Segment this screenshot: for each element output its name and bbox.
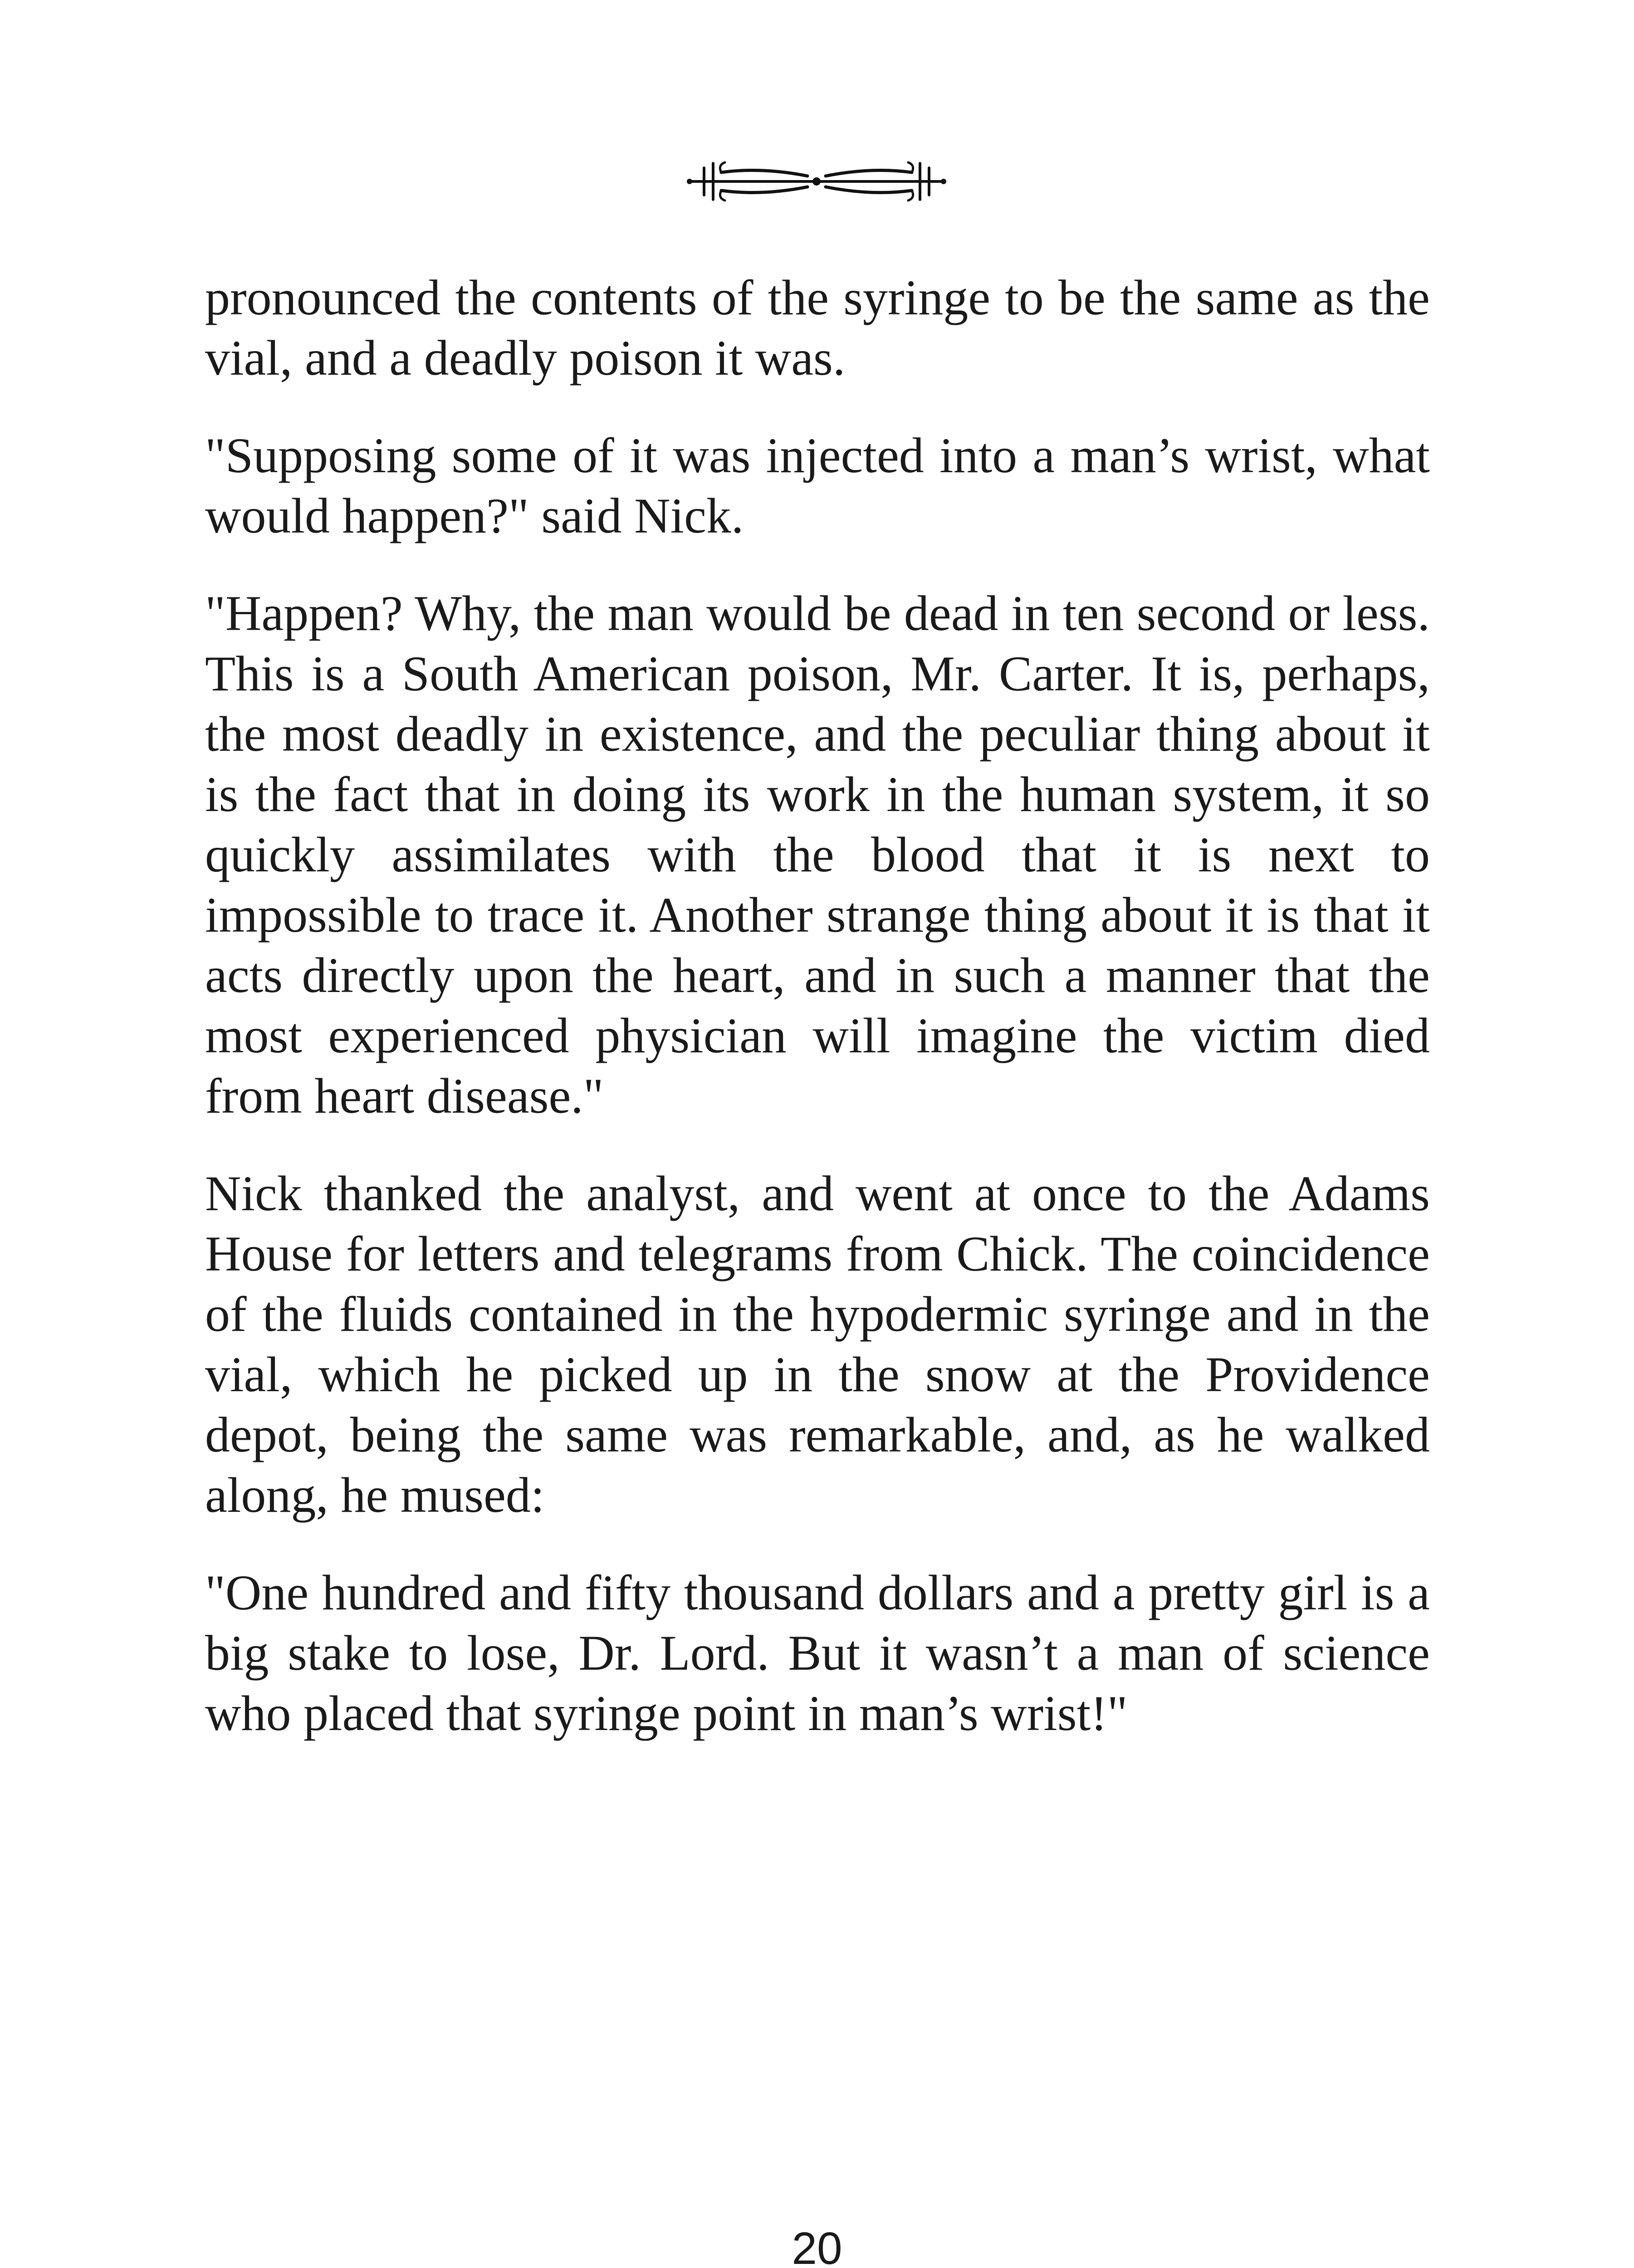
paragraph-4: Nick thanked the analyst, and went at once to the Adams House for letters and telegrams from Chick. The coincidence of the fluids contained in the hypodermic syringe and in the vial, which he picked up in the snow at the Providence depot, being the same was remarkable, and, as he walked along, he mused: bbox=[205, 1166, 1430, 1523]
body-text bbox=[205, 268, 1430, 1781]
decorative-flourish-icon bbox=[671, 145, 962, 218]
paragraph-2: "Supposing some of it was injected into a man’s wrist, what would happen?" said Nick. bbox=[205, 428, 1430, 543]
paragraph-3: "Happen? Why, the man would be dead in ten second or less. This is a South American poison, Mr. Carter. It is, perhaps, the most deadly in existence, and the peculiar thing about it is the fact that in doing its work in the human system, it so quickly assimilates with the blood that it is next to impossible to trace it. Another strange thing about it is that it acts directly upon the heart, and in such a manner that the most experienced physician will imagine the victim died from heart disease." bbox=[205, 586, 1430, 1124]
paragraph-1: pronounced the contents of the syringe to be the same as the vial, and a deadly poison it was. bbox=[205, 270, 1430, 386]
page-number: 20 bbox=[792, 2223, 842, 2268]
paragraph-5: "One hundred and fifty thousand dollars and a pretty girl is a big stake to lose, Dr. Lord. But it wasn’t a man of science who placed that syringe point in man’s wrist!" bbox=[205, 1565, 1430, 1741]
